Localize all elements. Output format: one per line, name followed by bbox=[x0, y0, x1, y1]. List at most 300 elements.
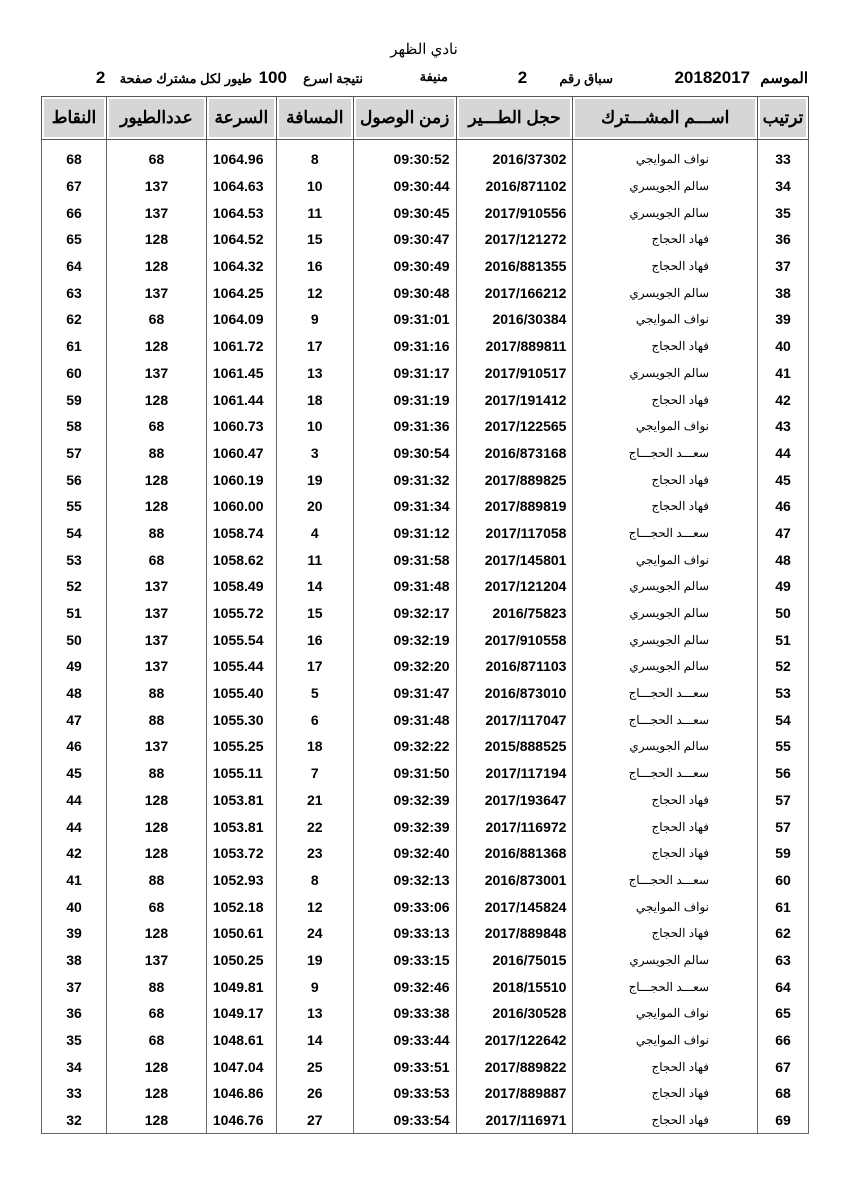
cell-name: فهاد الحجاج bbox=[573, 226, 758, 253]
cell-name: فهاد الحجاج bbox=[573, 920, 758, 947]
cell-points: 39 bbox=[42, 920, 107, 947]
cell-birds: 68 bbox=[107, 413, 207, 440]
cell-name: سعـــد الحجـــاج bbox=[573, 440, 758, 467]
cell-rank: 45 bbox=[758, 466, 809, 493]
cell-speed: 1060.19 bbox=[206, 466, 276, 493]
cell-points: 40 bbox=[42, 893, 107, 920]
table-row bbox=[42, 1080, 809, 1107]
cell-ring: 2017/117194 bbox=[456, 760, 573, 787]
cell-ring: 2017/166212 bbox=[456, 279, 573, 306]
cell-time: 09:32:39 bbox=[353, 813, 456, 840]
per-info bbox=[96, 68, 252, 90]
cell-distance: 27 bbox=[276, 1107, 353, 1134]
cell-distance: 19 bbox=[276, 947, 353, 974]
season-info bbox=[674, 68, 808, 90]
cell-birds: 137 bbox=[107, 360, 207, 387]
cell-time: 09:32:17 bbox=[353, 600, 456, 627]
cell-time: 09:31:48 bbox=[353, 706, 456, 733]
cell-rank: 53 bbox=[758, 680, 809, 707]
cell-rank: 36 bbox=[758, 226, 809, 253]
cell-points: 58 bbox=[42, 413, 107, 440]
cell-birds: 68 bbox=[107, 306, 207, 333]
cell-ring: 2016/37302 bbox=[456, 140, 573, 173]
header-birds: عددالطيور bbox=[107, 97, 207, 140]
cell-ring: 2017/145801 bbox=[456, 546, 573, 573]
header-distance: المسافة bbox=[276, 97, 353, 140]
cell-time: 09:31:36 bbox=[353, 413, 456, 440]
cell-distance: 15 bbox=[276, 226, 353, 253]
cell-points: 44 bbox=[42, 787, 107, 814]
table-row bbox=[42, 920, 809, 947]
cell-speed: 1050.25 bbox=[206, 947, 276, 974]
cell-name: فهاد الحجاج bbox=[573, 1107, 758, 1134]
cell-points: 63 bbox=[42, 279, 107, 306]
cell-speed: 1049.81 bbox=[206, 973, 276, 1000]
cell-points: 35 bbox=[42, 1027, 107, 1054]
season-value: 20182017 bbox=[674, 68, 751, 87]
cell-distance: 19 bbox=[276, 466, 353, 493]
table-row bbox=[42, 1027, 809, 1054]
cell-distance: 13 bbox=[276, 1000, 353, 1027]
cell-ring: 2017/910558 bbox=[456, 626, 573, 653]
cell-ring: 2017/116971 bbox=[456, 1107, 573, 1134]
cell-ring: 2017/117047 bbox=[456, 706, 573, 733]
cell-distance: 25 bbox=[276, 1053, 353, 1080]
cell-name: نواف الموايجي bbox=[573, 1000, 758, 1027]
cell-speed: 1064.52 bbox=[206, 226, 276, 253]
cell-ring: 2016/871103 bbox=[456, 653, 573, 680]
cell-ring: 2017/121204 bbox=[456, 573, 573, 600]
cell-rank: 40 bbox=[758, 333, 809, 360]
cell-birds: 88 bbox=[107, 440, 207, 467]
result-label: نتيجة اسرع bbox=[303, 71, 363, 86]
cell-points: 65 bbox=[42, 226, 107, 253]
table-row bbox=[42, 867, 809, 894]
race-number: 2 bbox=[517, 68, 528, 87]
cell-time: 09:32:46 bbox=[353, 973, 456, 1000]
cell-distance: 24 bbox=[276, 920, 353, 947]
cell-name: فهاد الحجاج bbox=[573, 253, 758, 280]
cell-distance: 10 bbox=[276, 413, 353, 440]
cell-ring: 2017/889811 bbox=[456, 333, 573, 360]
cell-birds: 137 bbox=[107, 573, 207, 600]
cell-rank: 52 bbox=[758, 653, 809, 680]
cell-points: 36 bbox=[42, 1000, 107, 1027]
cell-distance: 18 bbox=[276, 386, 353, 413]
cell-time: 09:32:22 bbox=[353, 733, 456, 760]
cell-time: 09:30:47 bbox=[353, 226, 456, 253]
table-row bbox=[42, 680, 809, 707]
cell-name: فهاد الحجاج bbox=[573, 1053, 758, 1080]
cell-speed: 1058.74 bbox=[206, 520, 276, 547]
cell-birds: 137 bbox=[107, 653, 207, 680]
cell-name: سالم الجويسري bbox=[573, 173, 758, 200]
table-row bbox=[42, 440, 809, 467]
club-title: نادي الظهر bbox=[390, 41, 458, 58]
cell-birds: 128 bbox=[107, 253, 207, 280]
cell-distance: 9 bbox=[276, 306, 353, 333]
cell-rank: 63 bbox=[758, 947, 809, 974]
cell-birds: 128 bbox=[107, 226, 207, 253]
cell-time: 09:31:47 bbox=[353, 680, 456, 707]
cell-speed: 1060.73 bbox=[206, 413, 276, 440]
cell-points: 56 bbox=[42, 466, 107, 493]
cell-speed: 1049.17 bbox=[206, 1000, 276, 1027]
cell-time: 09:32:39 bbox=[353, 787, 456, 814]
cell-speed: 1064.96 bbox=[206, 140, 276, 173]
cell-rank: 54 bbox=[758, 706, 809, 733]
cell-points: 61 bbox=[42, 333, 107, 360]
cell-rank: 69 bbox=[758, 1107, 809, 1134]
table-row bbox=[42, 787, 809, 814]
cell-points: 51 bbox=[42, 600, 107, 627]
cell-distance: 17 bbox=[276, 333, 353, 360]
table-row bbox=[42, 360, 809, 387]
cell-rank: 37 bbox=[758, 253, 809, 280]
cell-rank: 67 bbox=[758, 1053, 809, 1080]
season-label: الموسم bbox=[760, 70, 808, 87]
cell-birds: 128 bbox=[107, 1107, 207, 1134]
cell-rank: 38 bbox=[758, 279, 809, 306]
cell-distance: 3 bbox=[276, 440, 353, 467]
cell-name: نواف الموايجي bbox=[573, 1027, 758, 1054]
cell-ring: 2017/116972 bbox=[456, 813, 573, 840]
cell-rank: 62 bbox=[758, 920, 809, 947]
cell-time: 09:32:19 bbox=[353, 626, 456, 653]
cell-points: 57 bbox=[42, 440, 107, 467]
table-row bbox=[42, 653, 809, 680]
cell-ring: 2016/873001 bbox=[456, 867, 573, 894]
cell-name: سعـــد الحجـــاج bbox=[573, 867, 758, 894]
cell-rank: 68 bbox=[758, 1080, 809, 1107]
cell-time: 09:30:54 bbox=[353, 440, 456, 467]
cell-name: نواف الموايجي bbox=[573, 893, 758, 920]
cell-birds: 128 bbox=[107, 813, 207, 840]
cell-rank: 66 bbox=[758, 1027, 809, 1054]
cell-speed: 1064.53 bbox=[206, 199, 276, 226]
cell-name: فهاد الحجاج bbox=[573, 840, 758, 867]
table-row bbox=[42, 520, 809, 547]
cell-name: سالم الجويسري bbox=[573, 573, 758, 600]
cell-ring: 2016/75015 bbox=[456, 947, 573, 974]
cell-distance: 21 bbox=[276, 787, 353, 814]
cell-time: 09:31:19 bbox=[353, 386, 456, 413]
cell-distance: 4 bbox=[276, 520, 353, 547]
race-info bbox=[518, 68, 613, 90]
cell-speed: 1055.72 bbox=[206, 600, 276, 627]
cell-ring: 2015/888525 bbox=[456, 733, 573, 760]
results-table bbox=[41, 96, 809, 1134]
cell-ring: 2016/881355 bbox=[456, 253, 573, 280]
cell-distance: 11 bbox=[276, 199, 353, 226]
cell-birds: 137 bbox=[107, 626, 207, 653]
cell-birds: 68 bbox=[107, 1000, 207, 1027]
cell-name: نواف الموايجي bbox=[573, 546, 758, 573]
cell-birds: 128 bbox=[107, 493, 207, 520]
cell-ring: 2016/30528 bbox=[456, 1000, 573, 1027]
cell-birds: 137 bbox=[107, 947, 207, 974]
cell-distance: 12 bbox=[276, 893, 353, 920]
cell-birds: 128 bbox=[107, 386, 207, 413]
cell-distance: 10 bbox=[276, 173, 353, 200]
header-ring: حجل الطـــير bbox=[456, 97, 573, 140]
cell-speed: 1050.61 bbox=[206, 920, 276, 947]
table-row bbox=[42, 573, 809, 600]
cell-time: 09:30:49 bbox=[353, 253, 456, 280]
cell-ring: 2017/889822 bbox=[456, 1053, 573, 1080]
cell-distance: 8 bbox=[276, 140, 353, 173]
cell-speed: 1061.44 bbox=[206, 386, 276, 413]
cell-name: سعـــد الحجـــاج bbox=[573, 706, 758, 733]
cell-time: 09:30:52 bbox=[353, 140, 456, 173]
cell-time: 09:31:34 bbox=[353, 493, 456, 520]
cell-ring: 2017/121272 bbox=[456, 226, 573, 253]
cell-time: 09:31:58 bbox=[353, 546, 456, 573]
cell-time: 09:31:01 bbox=[353, 306, 456, 333]
cell-points: 34 bbox=[42, 1053, 107, 1080]
table-row bbox=[42, 173, 809, 200]
result-count: 100 bbox=[258, 68, 287, 87]
cell-distance: 11 bbox=[276, 546, 353, 573]
cell-rank: 48 bbox=[758, 546, 809, 573]
cell-name: نواف الموايجي bbox=[573, 413, 758, 440]
cell-ring: 2017/191412 bbox=[456, 386, 573, 413]
cell-rank: 34 bbox=[758, 173, 809, 200]
table-row bbox=[42, 306, 809, 333]
per-label: طيور لكل مشترك صفحة bbox=[119, 71, 252, 86]
cell-distance: 16 bbox=[276, 626, 353, 653]
table-row bbox=[42, 947, 809, 974]
cell-points: 49 bbox=[42, 653, 107, 680]
cell-points: 46 bbox=[42, 733, 107, 760]
cell-ring: 2017/910556 bbox=[456, 199, 573, 226]
header-points: النقاط bbox=[42, 97, 107, 140]
table-row bbox=[42, 279, 809, 306]
cell-speed: 1064.63 bbox=[206, 173, 276, 200]
table-row bbox=[42, 333, 809, 360]
table-header bbox=[42, 97, 809, 140]
cell-name: سالم الجويسري bbox=[573, 653, 758, 680]
header-speed: السرعة bbox=[206, 97, 276, 140]
cell-ring: 2017/122642 bbox=[456, 1027, 573, 1054]
cell-rank: 51 bbox=[758, 626, 809, 653]
cell-points: 54 bbox=[42, 520, 107, 547]
cell-distance: 7 bbox=[276, 760, 353, 787]
cell-speed: 1052.18 bbox=[206, 893, 276, 920]
cell-speed: 1061.45 bbox=[206, 360, 276, 387]
cell-ring: 2016/881368 bbox=[456, 840, 573, 867]
cell-time: 09:31:17 bbox=[353, 360, 456, 387]
cell-ring: 2016/873010 bbox=[456, 680, 573, 707]
cell-speed: 1060.00 bbox=[206, 493, 276, 520]
cell-points: 53 bbox=[42, 546, 107, 573]
cell-time: 09:33:38 bbox=[353, 1000, 456, 1027]
table-row bbox=[42, 140, 809, 173]
cell-rank: 33 bbox=[758, 140, 809, 173]
cell-time: 09:33:44 bbox=[353, 1027, 456, 1054]
cell-points: 47 bbox=[42, 706, 107, 733]
cell-speed: 1055.44 bbox=[206, 653, 276, 680]
cell-distance: 20 bbox=[276, 493, 353, 520]
cell-rank: 49 bbox=[758, 573, 809, 600]
cell-name: سعـــد الحجـــاج bbox=[573, 760, 758, 787]
cell-ring: 2017/889819 bbox=[456, 493, 573, 520]
cell-name: فهاد الحجاج bbox=[573, 813, 758, 840]
cell-birds: 88 bbox=[107, 867, 207, 894]
cell-points: 50 bbox=[42, 626, 107, 653]
cell-speed: 1046.76 bbox=[206, 1107, 276, 1134]
cell-birds: 137 bbox=[107, 600, 207, 627]
header-rank: ترتيب bbox=[758, 97, 809, 140]
cell-time: 09:33:51 bbox=[353, 1053, 456, 1080]
cell-birds: 88 bbox=[107, 706, 207, 733]
cell-distance: 23 bbox=[276, 840, 353, 867]
cell-time: 09:31:50 bbox=[353, 760, 456, 787]
cell-birds: 128 bbox=[107, 920, 207, 947]
race-type-value: منيفة bbox=[419, 69, 448, 84]
cell-points: 52 bbox=[42, 573, 107, 600]
cell-points: 38 bbox=[42, 947, 107, 974]
cell-points: 66 bbox=[42, 199, 107, 226]
cell-points: 60 bbox=[42, 360, 107, 387]
cell-rank: 57 bbox=[758, 813, 809, 840]
cell-rank: 55 bbox=[758, 733, 809, 760]
cell-name: فهاد الحجاج bbox=[573, 493, 758, 520]
cell-distance: 18 bbox=[276, 733, 353, 760]
cell-time: 09:33:13 bbox=[353, 920, 456, 947]
cell-name: فهاد الحجاج bbox=[573, 466, 758, 493]
cell-ring: 2017/889825 bbox=[456, 466, 573, 493]
cell-points: 55 bbox=[42, 493, 107, 520]
cell-rank: 44 bbox=[758, 440, 809, 467]
cell-points: 42 bbox=[42, 840, 107, 867]
cell-ring: 2017/889848 bbox=[456, 920, 573, 947]
cell-birds: 128 bbox=[107, 333, 207, 360]
cell-rank: 56 bbox=[758, 760, 809, 787]
table-row bbox=[42, 840, 809, 867]
cell-points: 59 bbox=[42, 386, 107, 413]
cell-rank: 35 bbox=[758, 199, 809, 226]
cell-ring: 2016/30384 bbox=[456, 306, 573, 333]
cell-time: 09:30:44 bbox=[353, 173, 456, 200]
cell-points: 44 bbox=[42, 813, 107, 840]
cell-points: 64 bbox=[42, 253, 107, 280]
cell-name: سالم الجويسري bbox=[573, 733, 758, 760]
cell-points: 37 bbox=[42, 973, 107, 1000]
cell-rank: 39 bbox=[758, 306, 809, 333]
cell-ring: 2016/75823 bbox=[456, 600, 573, 627]
cell-distance: 22 bbox=[276, 813, 353, 840]
cell-speed: 1055.11 bbox=[206, 760, 276, 787]
table-row bbox=[42, 466, 809, 493]
cell-speed: 1046.86 bbox=[206, 1080, 276, 1107]
cell-points: 67 bbox=[42, 173, 107, 200]
cell-name: فهاد الحجاج bbox=[573, 333, 758, 360]
cell-birds: 128 bbox=[107, 840, 207, 867]
cell-rank: 59 bbox=[758, 840, 809, 867]
cell-speed: 1061.72 bbox=[206, 333, 276, 360]
cell-time: 09:33:53 bbox=[353, 1080, 456, 1107]
cell-name: سالم الجويسري bbox=[573, 947, 758, 974]
cell-points: 45 bbox=[42, 760, 107, 787]
cell-birds: 68 bbox=[107, 546, 207, 573]
cell-name: سالم الجويسري bbox=[573, 199, 758, 226]
table-row bbox=[42, 973, 809, 1000]
cell-speed: 1055.30 bbox=[206, 706, 276, 733]
cell-time: 09:33:06 bbox=[353, 893, 456, 920]
cell-name: سالم الجويسري bbox=[573, 279, 758, 306]
cell-ring: 2017/910517 bbox=[456, 360, 573, 387]
cell-rank: 47 bbox=[758, 520, 809, 547]
cell-rank: 41 bbox=[758, 360, 809, 387]
cell-name: سالم الجويسري bbox=[573, 600, 758, 627]
cell-speed: 1052.93 bbox=[206, 867, 276, 894]
cell-distance: 17 bbox=[276, 653, 353, 680]
cell-ring: 2017/193647 bbox=[456, 787, 573, 814]
table-row bbox=[42, 493, 809, 520]
table-row bbox=[42, 253, 809, 280]
cell-speed: 1060.47 bbox=[206, 440, 276, 467]
cell-time: 09:30:48 bbox=[353, 279, 456, 306]
cell-rank: 60 bbox=[758, 867, 809, 894]
table-row bbox=[42, 760, 809, 787]
cell-name: سعـــد الحجـــاج bbox=[573, 680, 758, 707]
cell-ring: 2017/122565 bbox=[456, 413, 573, 440]
cell-name: نواف الموايجي bbox=[573, 140, 758, 173]
cell-rank: 43 bbox=[758, 413, 809, 440]
cell-points: 68 bbox=[42, 140, 107, 173]
cell-name: سالم الجويسري bbox=[573, 360, 758, 387]
cell-birds: 128 bbox=[107, 466, 207, 493]
cell-speed: 1048.61 bbox=[206, 1027, 276, 1054]
cell-speed: 1064.25 bbox=[206, 279, 276, 306]
cell-rank: 64 bbox=[758, 973, 809, 1000]
cell-distance: 13 bbox=[276, 360, 353, 387]
cell-rank: 61 bbox=[758, 893, 809, 920]
cell-ring: 2017/145824 bbox=[456, 893, 573, 920]
cell-birds: 137 bbox=[107, 279, 207, 306]
result-info bbox=[259, 68, 363, 90]
cell-birds: 88 bbox=[107, 520, 207, 547]
cell-speed: 1053.72 bbox=[206, 840, 276, 867]
cell-time: 09:31:12 bbox=[353, 520, 456, 547]
cell-ring: 2017/889887 bbox=[456, 1080, 573, 1107]
cell-birds: 88 bbox=[107, 680, 207, 707]
cell-name: فهاد الحجاج bbox=[573, 787, 758, 814]
cell-points: 32 bbox=[42, 1107, 107, 1134]
cell-distance: 9 bbox=[276, 973, 353, 1000]
cell-birds: 68 bbox=[107, 140, 207, 173]
cell-birds: 68 bbox=[107, 1027, 207, 1054]
cell-speed: 1055.25 bbox=[206, 733, 276, 760]
cell-time: 09:31:32 bbox=[353, 466, 456, 493]
cell-time: 09:32:40 bbox=[353, 840, 456, 867]
cell-rank: 46 bbox=[758, 493, 809, 520]
cell-rank: 42 bbox=[758, 386, 809, 413]
cell-distance: 6 bbox=[276, 706, 353, 733]
cell-points: 48 bbox=[42, 680, 107, 707]
cell-distance: 12 bbox=[276, 279, 353, 306]
cell-rank: 57 bbox=[758, 787, 809, 814]
table-row bbox=[42, 226, 809, 253]
cell-distance: 16 bbox=[276, 253, 353, 280]
cell-name: نواف الموايجي bbox=[573, 306, 758, 333]
cell-name: سعـــد الحجـــاج bbox=[573, 973, 758, 1000]
cell-speed: 1047.04 bbox=[206, 1053, 276, 1080]
cell-birds: 128 bbox=[107, 1080, 207, 1107]
cell-distance: 14 bbox=[276, 573, 353, 600]
table-row bbox=[42, 626, 809, 653]
